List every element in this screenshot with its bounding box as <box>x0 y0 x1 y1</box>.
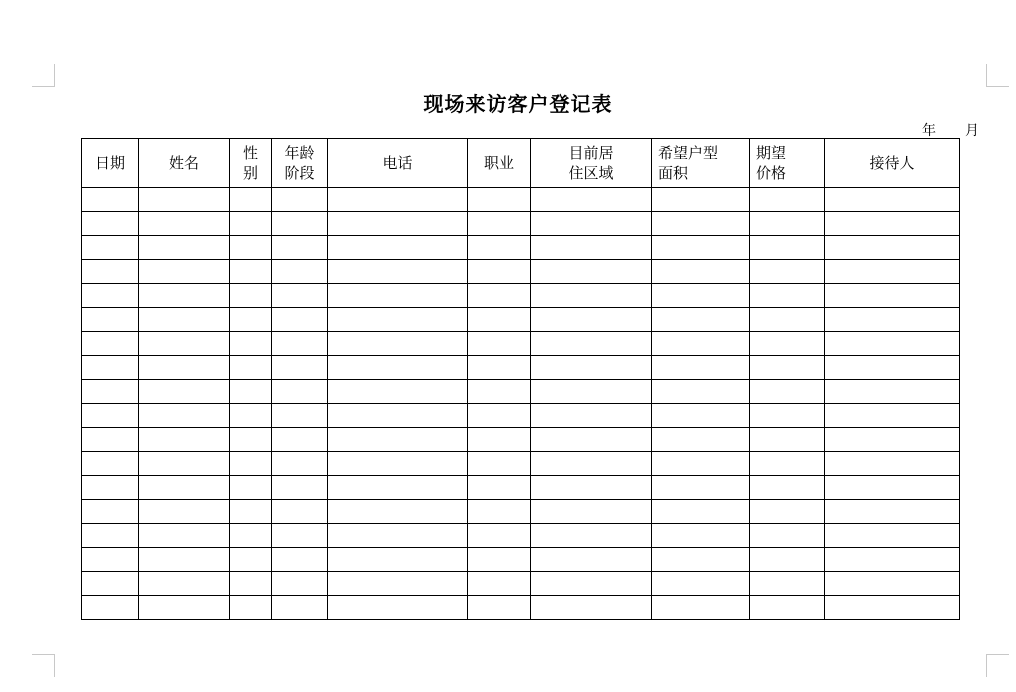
table-cell[interactable] <box>272 404 328 428</box>
table-cell[interactable] <box>750 524 825 548</box>
table-cell[interactable] <box>272 332 328 356</box>
table-cell[interactable] <box>750 212 825 236</box>
table-cell[interactable] <box>531 596 652 620</box>
table-cell[interactable] <box>230 572 272 596</box>
table-cell[interactable] <box>825 308 960 332</box>
table-row <box>82 188 960 212</box>
table-cell[interactable] <box>328 428 468 452</box>
table-row <box>82 500 960 524</box>
table-cell[interactable] <box>825 572 960 596</box>
table-cell[interactable] <box>468 212 531 236</box>
table-cell[interactable] <box>531 260 652 284</box>
table-cell[interactable] <box>468 260 531 284</box>
table-cell[interactable] <box>328 500 468 524</box>
table-cell[interactable] <box>139 356 230 380</box>
table-cell[interactable] <box>328 548 468 572</box>
table-cell[interactable] <box>82 476 139 500</box>
table-cell[interactable] <box>139 308 230 332</box>
header-age-group: 年龄 阶段 <box>272 139 328 188</box>
table-cell[interactable] <box>468 308 531 332</box>
table-cell[interactable] <box>825 188 960 212</box>
table-cell[interactable] <box>652 428 750 452</box>
table-cell[interactable] <box>328 356 468 380</box>
table-cell[interactable] <box>230 356 272 380</box>
table-cell[interactable] <box>230 380 272 404</box>
table-cell[interactable] <box>139 260 230 284</box>
table-cell[interactable] <box>531 212 652 236</box>
table-cell[interactable] <box>139 452 230 476</box>
table-cell[interactable] <box>652 212 750 236</box>
table-cell[interactable] <box>750 236 825 260</box>
table-cell[interactable] <box>272 428 328 452</box>
table-cell[interactable] <box>230 284 272 308</box>
table-cell[interactable] <box>272 380 328 404</box>
table-cell[interactable] <box>272 188 328 212</box>
table-cell[interactable] <box>272 596 328 620</box>
table-cell[interactable] <box>652 236 750 260</box>
table-cell[interactable] <box>139 500 230 524</box>
table-cell[interactable] <box>230 404 272 428</box>
table-cell[interactable] <box>652 188 750 212</box>
table-cell[interactable] <box>82 212 139 236</box>
table-cell[interactable] <box>272 524 328 548</box>
table-cell[interactable] <box>531 476 652 500</box>
table-cell[interactable] <box>82 548 139 572</box>
table-cell[interactable] <box>468 500 531 524</box>
table-cell[interactable] <box>652 524 750 548</box>
page-title: 现场来访客户登记表 <box>423 92 613 116</box>
table-cell[interactable] <box>468 476 531 500</box>
table-row <box>82 260 960 284</box>
table-cell[interactable] <box>139 428 230 452</box>
table-cell[interactable] <box>825 524 960 548</box>
table-cell[interactable] <box>139 548 230 572</box>
page-corner-mark-bottom-left <box>32 654 55 677</box>
table-cell[interactable] <box>531 452 652 476</box>
table-cell[interactable] <box>82 428 139 452</box>
table-row <box>82 404 960 428</box>
table-cell[interactable] <box>652 500 750 524</box>
table-row <box>82 524 960 548</box>
table-cell[interactable] <box>328 188 468 212</box>
table-cell[interactable] <box>139 188 230 212</box>
table-cell[interactable] <box>750 404 825 428</box>
table-cell[interactable] <box>139 284 230 308</box>
header-gender: 性 别 <box>230 139 272 188</box>
table-cell[interactable] <box>230 308 272 332</box>
table-cell[interactable] <box>750 380 825 404</box>
table-cell[interactable] <box>825 380 960 404</box>
table-row <box>82 596 960 620</box>
table-cell[interactable] <box>272 284 328 308</box>
table-cell[interactable] <box>750 452 825 476</box>
table-cell[interactable] <box>531 428 652 452</box>
table-cell[interactable] <box>531 548 652 572</box>
table-cell[interactable] <box>139 380 230 404</box>
table-cell[interactable] <box>230 452 272 476</box>
table-cell[interactable] <box>825 596 960 620</box>
table-cell[interactable] <box>652 476 750 500</box>
table-cell[interactable] <box>468 404 531 428</box>
table-cell[interactable] <box>825 452 960 476</box>
table-cell[interactable] <box>328 308 468 332</box>
table-cell[interactable] <box>272 236 328 260</box>
table-cell[interactable] <box>825 332 960 356</box>
table-cell[interactable] <box>82 260 139 284</box>
table-cell[interactable] <box>825 236 960 260</box>
table-cell[interactable] <box>468 524 531 548</box>
table-cell[interactable] <box>328 524 468 548</box>
table-cell[interactable] <box>468 596 531 620</box>
table-cell[interactable] <box>750 332 825 356</box>
header-date: 日期 <box>82 139 139 188</box>
table-cell[interactable] <box>652 380 750 404</box>
table-cell[interactable] <box>531 380 652 404</box>
table-cell[interactable] <box>468 236 531 260</box>
table-cell[interactable] <box>139 524 230 548</box>
table-cell[interactable] <box>468 332 531 356</box>
table-cell[interactable] <box>468 428 531 452</box>
table-cell[interactable] <box>825 476 960 500</box>
table-cell[interactable] <box>652 260 750 284</box>
table-cell[interactable] <box>230 236 272 260</box>
table-cell[interactable] <box>328 236 468 260</box>
table-cell[interactable] <box>825 284 960 308</box>
header-expected-price: 期望 价格 <box>750 139 825 188</box>
table-cell[interactable] <box>272 260 328 284</box>
table-cell[interactable] <box>750 428 825 452</box>
table-row <box>82 380 960 404</box>
page-corner-mark-top-right <box>986 64 1009 87</box>
table-cell[interactable] <box>750 260 825 284</box>
table-cell[interactable] <box>82 596 139 620</box>
table-cell[interactable] <box>750 476 825 500</box>
table-cell[interactable] <box>531 572 652 596</box>
table-cell[interactable] <box>139 332 230 356</box>
table-cell[interactable] <box>82 500 139 524</box>
table-cell[interactable] <box>82 332 139 356</box>
table-cell[interactable] <box>328 260 468 284</box>
date-year-label: 年 <box>922 123 936 139</box>
table-row <box>82 332 960 356</box>
table-cell[interactable] <box>468 452 531 476</box>
table-cell[interactable] <box>652 404 750 428</box>
table-cell[interactable] <box>825 548 960 572</box>
table-cell[interactable] <box>328 476 468 500</box>
table-cell[interactable] <box>230 428 272 452</box>
table-cell[interactable] <box>825 500 960 524</box>
table-cell[interactable] <box>652 596 750 620</box>
table-cell[interactable] <box>531 236 652 260</box>
table-cell[interactable] <box>468 548 531 572</box>
table-cell[interactable] <box>750 284 825 308</box>
table-cell[interactable] <box>328 380 468 404</box>
table-cell[interactable] <box>328 212 468 236</box>
table-cell[interactable] <box>82 404 139 428</box>
page-corner-mark-bottom-right <box>986 654 1009 677</box>
table-cell[interactable] <box>750 548 825 572</box>
table-cell[interactable] <box>750 356 825 380</box>
table-cell[interactable] <box>230 524 272 548</box>
table-cell[interactable] <box>531 404 652 428</box>
table-cell[interactable] <box>468 188 531 212</box>
header-name: 姓名 <box>139 139 230 188</box>
table-cell[interactable] <box>750 596 825 620</box>
table-cell[interactable] <box>750 500 825 524</box>
table-row <box>82 452 960 476</box>
table-cell[interactable] <box>272 476 328 500</box>
table-cell[interactable] <box>328 596 468 620</box>
table-cell[interactable] <box>468 380 531 404</box>
table-cell[interactable] <box>328 452 468 476</box>
table-cell[interactable] <box>230 212 272 236</box>
table-cell[interactable] <box>272 572 328 596</box>
table-cell[interactable] <box>272 452 328 476</box>
table-cell[interactable] <box>272 548 328 572</box>
table-cell[interactable] <box>82 524 139 548</box>
table-cell[interactable] <box>328 572 468 596</box>
table-row <box>82 284 960 308</box>
table-row <box>82 236 960 260</box>
table-row <box>82 212 960 236</box>
table-row <box>82 428 960 452</box>
table-cell[interactable] <box>272 308 328 332</box>
table-cell[interactable] <box>652 572 750 596</box>
table-row <box>82 476 960 500</box>
table-cell[interactable] <box>82 308 139 332</box>
table-cell[interactable] <box>272 500 328 524</box>
table-cell[interactable] <box>139 572 230 596</box>
table-cell[interactable] <box>531 500 652 524</box>
table-cell[interactable] <box>82 572 139 596</box>
table-cell[interactable] <box>230 596 272 620</box>
date-month-label: 月 <box>965 123 979 139</box>
table-cell[interactable] <box>82 380 139 404</box>
table-cell[interactable] <box>531 284 652 308</box>
table-cell[interactable] <box>82 188 139 212</box>
table-cell[interactable] <box>531 188 652 212</box>
table-cell[interactable] <box>82 236 139 260</box>
table-cell[interactable] <box>139 404 230 428</box>
table-cell[interactable] <box>750 188 825 212</box>
table-cell[interactable] <box>468 572 531 596</box>
table-cell[interactable] <box>468 356 531 380</box>
header-phone: 电话 <box>328 139 468 188</box>
table-cell[interactable] <box>272 356 328 380</box>
table-cell[interactable] <box>328 404 468 428</box>
table-row <box>82 308 960 332</box>
table-cell[interactable] <box>230 332 272 356</box>
table-row <box>82 356 960 380</box>
header-occupation: 职业 <box>468 139 531 188</box>
table-cell[interactable] <box>230 548 272 572</box>
table-cell[interactable] <box>328 332 468 356</box>
table-cell[interactable] <box>652 356 750 380</box>
table-cell[interactable] <box>328 284 468 308</box>
table-cell[interactable] <box>531 308 652 332</box>
table-cell[interactable] <box>825 428 960 452</box>
table-cell[interactable] <box>82 284 139 308</box>
table-cell[interactable] <box>652 548 750 572</box>
table-cell[interactable] <box>825 356 960 380</box>
table-cell[interactable] <box>139 476 230 500</box>
table-cell[interactable] <box>750 572 825 596</box>
table-cell[interactable] <box>82 356 139 380</box>
table-cell[interactable] <box>82 452 139 476</box>
table-cell[interactable] <box>531 356 652 380</box>
header-current-residence-area: 目前居 住区域 <box>531 139 652 188</box>
table-cell[interactable] <box>825 260 960 284</box>
table-cell[interactable] <box>139 596 230 620</box>
header-receptionist: 接待人 <box>825 139 960 188</box>
table-cell[interactable] <box>750 308 825 332</box>
table-cell[interactable] <box>272 212 328 236</box>
table-cell[interactable] <box>230 500 272 524</box>
table-row <box>82 548 960 572</box>
table-cell[interactable] <box>531 524 652 548</box>
table-row <box>82 572 960 596</box>
table-header-row <box>82 139 960 188</box>
table-cell[interactable] <box>652 308 750 332</box>
table-cell[interactable] <box>825 212 960 236</box>
table-cell[interactable] <box>230 476 272 500</box>
visitor-register-table <box>81 138 960 620</box>
table-cell[interactable] <box>468 284 531 308</box>
table-cell[interactable] <box>230 188 272 212</box>
table-cell[interactable] <box>652 452 750 476</box>
table-cell[interactable] <box>139 236 230 260</box>
page-corner-mark-top-left <box>32 64 55 87</box>
table-cell[interactable] <box>139 212 230 236</box>
table-cell[interactable] <box>531 332 652 356</box>
table-cell[interactable] <box>825 404 960 428</box>
table-body <box>82 188 960 620</box>
table-cell[interactable] <box>652 332 750 356</box>
table-cell[interactable] <box>230 260 272 284</box>
header-desired-layout-area: 希望户型 面积 <box>652 139 750 188</box>
table-cell[interactable] <box>652 284 750 308</box>
